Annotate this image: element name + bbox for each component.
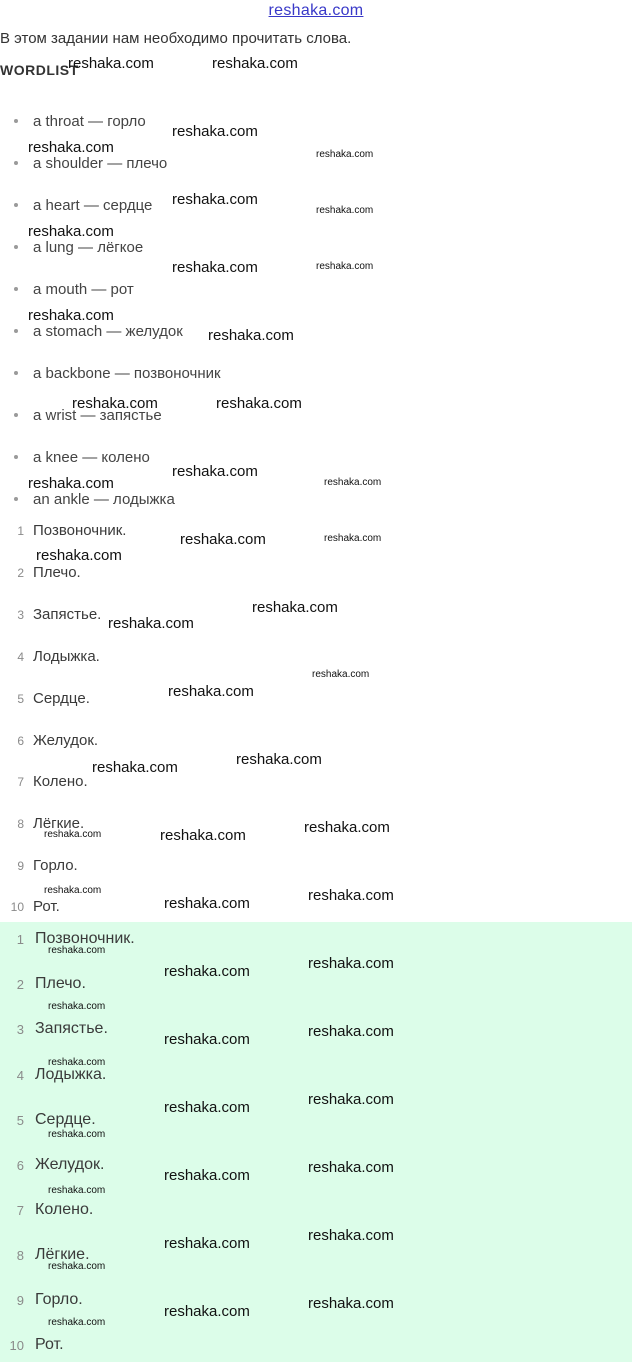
- item-text: Сердце.: [35, 1111, 96, 1128]
- watermark: reshaka.com: [44, 885, 102, 896]
- item-number: 7: [17, 775, 24, 789]
- watermark: reshaka.com: [308, 1159, 394, 1176]
- list-item: [0, 648, 400, 668]
- item-number: 5: [17, 692, 24, 706]
- watermark: reshaka.com: [164, 1099, 250, 1116]
- item-text: Колено.: [35, 1201, 94, 1218]
- item-text: Желудок.: [33, 732, 99, 749]
- list-item: [0, 1066, 400, 1088]
- site-title-link[interactable]: reshaka.com: [268, 2, 364, 19]
- watermark: reshaka.com: [172, 191, 258, 208]
- bullet-icon: [14, 455, 18, 459]
- intro-text: В этом задании нам необходимо прочитать слова.: [0, 30, 352, 47]
- item-text: Плечо.: [33, 564, 81, 581]
- watermark: reshaka.com: [48, 1185, 106, 1196]
- watermark: reshaka.com: [216, 395, 302, 412]
- watermark: reshaka.com: [172, 123, 258, 140]
- watermark: reshaka.com: [212, 55, 298, 72]
- watermark: reshaka.com: [28, 475, 114, 492]
- wordlist-text: a knee — колено: [33, 449, 150, 466]
- watermark: reshaka.com: [316, 205, 374, 216]
- watermark: reshaka.com: [164, 1167, 250, 1184]
- watermark: reshaka.com: [164, 1303, 250, 1320]
- bullet-icon: [14, 245, 18, 249]
- item-number: 2: [16, 977, 24, 992]
- item-number: 3: [16, 1022, 24, 1037]
- item-number: 9: [16, 1293, 24, 1308]
- watermark: reshaka.com: [252, 599, 338, 616]
- list-item: [0, 323, 400, 343]
- watermark: reshaka.com: [48, 945, 106, 956]
- list-item: [0, 407, 400, 427]
- watermark: reshaka.com: [48, 1317, 106, 1328]
- watermark: reshaka.com: [48, 1129, 106, 1140]
- watermark: reshaka.com: [180, 531, 266, 548]
- item-number: 5: [16, 1113, 24, 1128]
- list-item: [0, 1336, 400, 1358]
- bullet-icon: [14, 203, 18, 207]
- wordlist-heading: WORDLIST: [0, 62, 79, 78]
- bullet-icon: [14, 413, 18, 417]
- list-item: [0, 732, 400, 752]
- wordlist-text: a mouth — рот: [33, 281, 134, 298]
- item-text: Позвоночник.: [33, 522, 127, 539]
- watermark: reshaka.com: [312, 669, 370, 680]
- watermark: reshaka.com: [236, 751, 322, 768]
- item-number: 2: [17, 566, 24, 580]
- wordlist-text: a backbone — позвоночник: [33, 365, 221, 382]
- item-text: Горло.: [33, 857, 78, 874]
- item-text: Горло.: [35, 1291, 83, 1308]
- item-text: Лёгкие.: [35, 1246, 90, 1263]
- item-number: 1: [17, 524, 24, 538]
- item-number: 3: [17, 608, 24, 622]
- item-number: 1: [16, 932, 24, 947]
- item-text: Лодыжка.: [33, 648, 100, 665]
- item-number: 6: [17, 734, 24, 748]
- watermark: reshaka.com: [28, 307, 114, 324]
- bullet-icon: [14, 497, 18, 501]
- item-text: Плечо.: [35, 975, 86, 992]
- item-number: 10: [9, 1338, 24, 1353]
- watermark: reshaka.com: [28, 223, 114, 240]
- list-item: [0, 281, 400, 301]
- item-text: Запястье.: [33, 606, 102, 623]
- bullet-icon: [14, 287, 18, 291]
- wordlist-text: a heart — сердце: [33, 197, 153, 214]
- watermark: reshaka.com: [160, 827, 246, 844]
- list-item: [0, 365, 400, 385]
- watermark: reshaka.com: [28, 139, 114, 156]
- watermark: reshaka.com: [308, 1091, 394, 1108]
- watermark: reshaka.com: [36, 547, 122, 564]
- item-number: 7: [16, 1203, 24, 1218]
- item-text: Позвоночник.: [35, 930, 135, 947]
- wordlist-text: a lung — лёгкое: [33, 239, 144, 256]
- watermark: reshaka.com: [68, 55, 154, 72]
- bullet-icon: [14, 161, 18, 165]
- watermark: reshaka.com: [308, 1295, 394, 1312]
- watermark: reshaka.com: [48, 1261, 106, 1272]
- watermark: reshaka.com: [92, 759, 178, 776]
- list-item: [0, 1201, 400, 1223]
- watermark: reshaka.com: [48, 1001, 106, 1012]
- item-text: Запястье.: [35, 1020, 108, 1037]
- watermark: reshaka.com: [164, 963, 250, 980]
- wordlist-text: a wrist — запястье: [33, 407, 162, 424]
- watermark: reshaka.com: [164, 1031, 250, 1048]
- watermark: reshaka.com: [48, 1057, 106, 1068]
- watermark: reshaka.com: [308, 1023, 394, 1040]
- watermark: reshaka.com: [324, 533, 382, 544]
- watermark: reshaka.com: [72, 395, 158, 412]
- list-item: [0, 773, 400, 793]
- item-text: Рот.: [35, 1336, 64, 1353]
- watermark: reshaka.com: [172, 259, 258, 276]
- list-item: [0, 239, 400, 259]
- watermark: reshaka.com: [308, 887, 394, 904]
- item-number: 4: [16, 1068, 24, 1083]
- item-text: Сердце.: [33, 690, 90, 707]
- watermark: reshaka.com: [208, 327, 294, 344]
- item-number: 6: [16, 1158, 24, 1173]
- watermark: reshaka.com: [164, 1235, 250, 1252]
- watermark: reshaka.com: [316, 261, 374, 272]
- watermark: reshaka.com: [172, 463, 258, 480]
- watermark: reshaka.com: [168, 683, 254, 700]
- watermark: reshaka.com: [316, 149, 374, 160]
- watermark: reshaka.com: [164, 895, 250, 912]
- item-text: Лодыжка.: [35, 1066, 107, 1083]
- watermark: reshaka.com: [324, 477, 382, 488]
- bullet-icon: [14, 371, 18, 375]
- item-number: 4: [17, 650, 24, 664]
- wordlist-text: a shoulder — плечо: [33, 155, 168, 172]
- watermark: reshaka.com: [304, 819, 390, 836]
- item-number: 8: [16, 1248, 24, 1263]
- watermark: reshaka.com: [308, 955, 394, 972]
- item-text: Рот.: [33, 898, 60, 915]
- wordlist-text: an ankle — лодыжка: [33, 491, 175, 508]
- watermark: reshaka.com: [108, 615, 194, 632]
- list-item: [0, 564, 400, 584]
- item-text: Колено.: [33, 773, 88, 790]
- list-item: [0, 857, 400, 877]
- item-text: Желудок.: [35, 1156, 105, 1173]
- item-text: Лёгкие.: [33, 815, 85, 832]
- item-number: 9: [17, 859, 24, 873]
- watermark: reshaka.com: [44, 829, 102, 840]
- watermark: reshaka.com: [308, 1227, 394, 1244]
- list-item: [0, 606, 400, 626]
- item-number: 8: [17, 817, 24, 831]
- bullet-icon: [14, 329, 18, 333]
- wordlist-text: a stomach — желудок: [33, 323, 183, 340]
- bullet-icon: [14, 119, 18, 123]
- item-number: 10: [10, 900, 24, 914]
- wordlist-text: a throat — горло: [33, 113, 146, 130]
- list-item: [0, 491, 400, 511]
